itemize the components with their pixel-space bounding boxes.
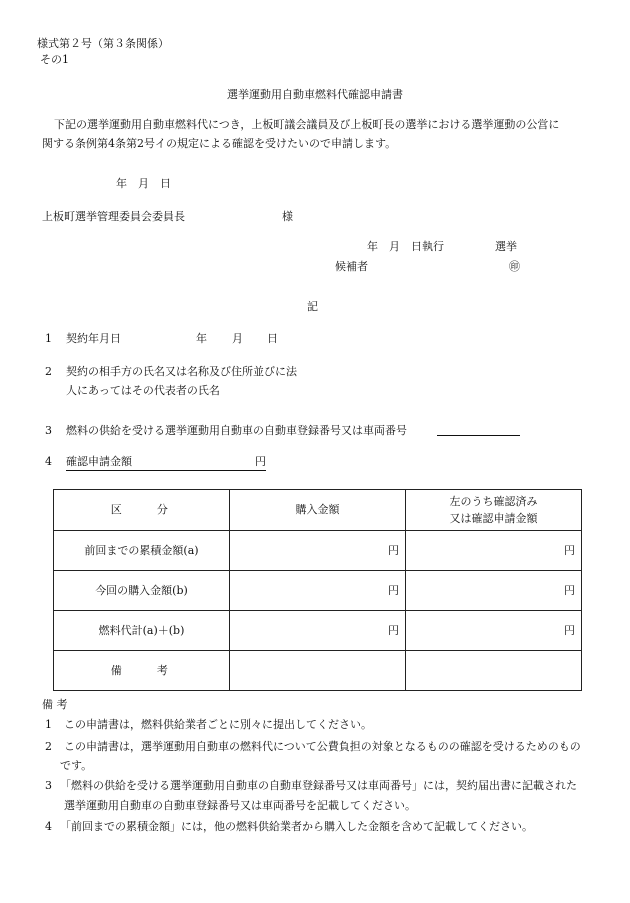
item-4-number: 4 [45,455,52,468]
table-row [54,531,582,571]
form-sub-id: その1 [40,53,69,66]
note-4: 「前回までの累積金額」には，他の燃料供給業者から購入した金額を含めて記載してください。 [60,820,533,833]
table-row-remarks [54,651,582,691]
item-2-line-2: 人にあってはその代表者の氏名 [66,384,220,397]
row-label: 燃料代計(a)＋(b) [54,611,230,651]
table-row [54,571,582,611]
note-3-line-1: 「燃料の供給を受ける選挙運動用自動車の自動車登録番号又は車両番号」には，契約届出書に記載された [60,779,577,792]
item-4-label: 確認申請金額 [66,455,132,468]
row-label: 今回の購入金額(b) [54,571,230,611]
confirmed-amount-cell[interactable]: 円 [406,531,582,571]
application-date: 年 月 日 [116,177,171,190]
election-label: 選挙 [495,240,517,253]
item-1-month: 月 [232,332,243,345]
header-purchase-amount: 購入金額 [230,490,406,531]
item-1-year: 年 [196,332,207,345]
item-1-day: 日 [267,332,278,345]
note-3-number: 3 [45,779,52,792]
addressee-honorific: 様 [282,210,293,223]
item-3-number: 3 [45,424,52,437]
item-3-blank-line[interactable] [437,435,520,436]
purchase-amount-cell[interactable]: 円 [230,571,406,611]
table-row [54,611,582,651]
remarks-cell[interactable] [230,651,406,691]
fuel-cost-table [53,489,582,691]
addressee-name: 上板町選挙管理委員会委員長 [42,210,185,223]
notes-heading: 備 考 [42,698,68,711]
item-3-label: 燃料の供給を受ける選挙運動用自動車の自動車登録番号又は車両番号 [66,424,407,437]
item-2-number: 2 [45,365,52,378]
intro-line-2: 関する条例第4条第2号イの規定による確認を受けたいので申請します。 [42,137,397,150]
note-1: この申請書は，燃料供給業者ごとに別々に提出してください。 [64,718,372,731]
election-date: 年 月 日執行 [367,240,444,253]
row-label: 前回までの累積金額(a) [54,531,230,571]
note-1-number: 1 [45,718,52,731]
form-id: 様式第２号（第３条関係） [37,37,169,50]
table-header-row [54,490,582,531]
item-1-label: 契約年月日 [66,332,121,345]
header-confirmed-amount: 左のうち確認済み 又は確認申請金額 [406,490,582,531]
remarks-label: 備 考 [54,651,230,691]
confirmed-amount-cell[interactable]: 円 [406,571,582,611]
intro-line-1: 下記の選挙運動用自動車燃料代につき，上板町議会議員及び上板町長の選挙における選挙運動の公営に [54,118,560,131]
note-2-number: 2 [45,740,52,753]
page-title: 選挙運動用自動車燃料代確認申請書 [227,88,403,101]
remarks-cell[interactable] [406,651,582,691]
candidate-label: 候補者 [335,260,368,273]
note-4-number: 4 [45,820,52,833]
item-1-number: 1 [45,332,52,345]
item-4-amount-field[interactable] [66,455,266,471]
item-2-line-1: 契約の相手方の氏名又は名称及び住所並びに法 [66,365,297,378]
seal-mark: ㊞ [509,260,520,273]
ki-label: 記 [307,300,318,313]
purchase-amount-cell[interactable]: 円 [230,611,406,651]
purchase-amount-cell[interactable]: 円 [230,531,406,571]
note-3-line-2: 選挙運動用自動車の自動車登録番号又は車両番号を記載してください。 [64,799,416,812]
note-2-line-1: この申請書は，選挙運動用自動車の燃料代について公費負担の対象となるものの確認を受けるためのもの [64,740,581,753]
header-category: 区 分 [54,490,230,531]
item-4-unit: 円 [255,455,266,468]
confirmed-amount-cell[interactable]: 円 [406,611,582,651]
note-2-line-2: です。 [60,759,93,772]
